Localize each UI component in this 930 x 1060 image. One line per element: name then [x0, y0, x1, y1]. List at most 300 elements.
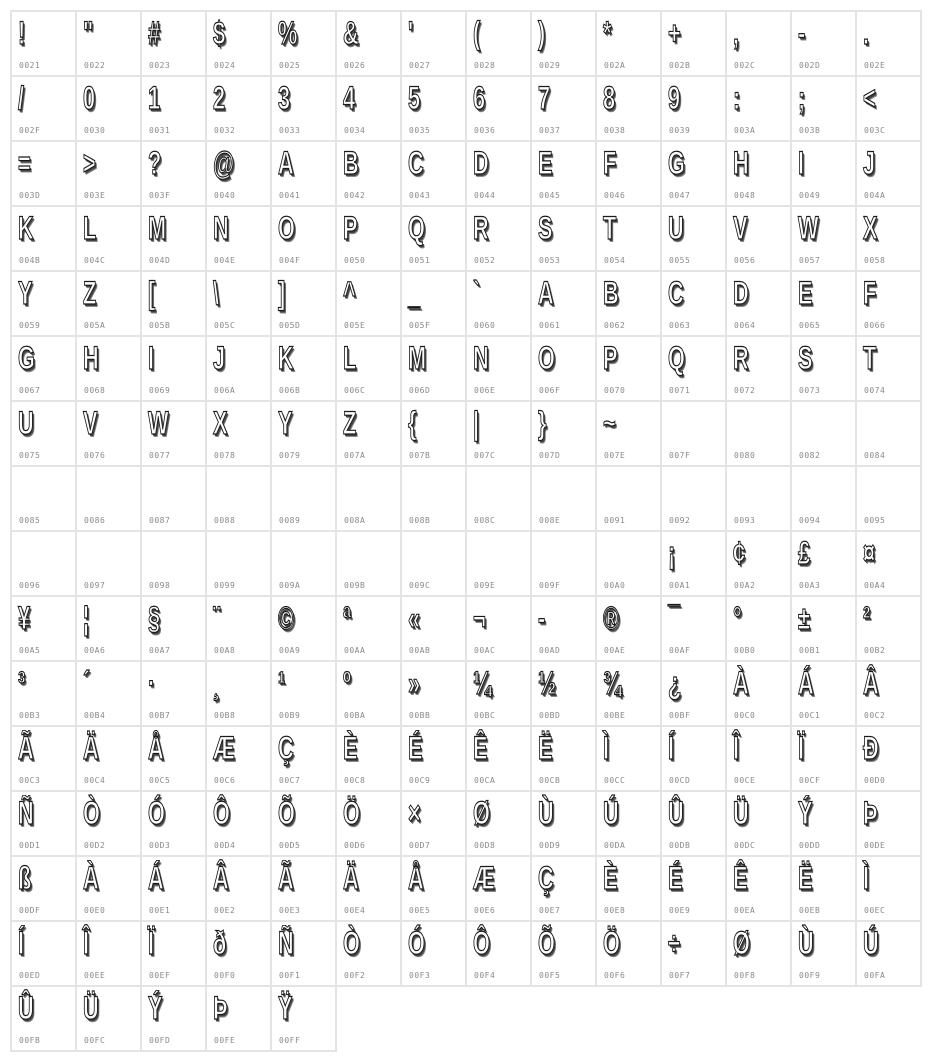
glyph-cell-00da[interactable]: [595, 790, 662, 857]
codepoint-label: 0092: [669, 516, 691, 525]
glyph-cell-00ac[interactable]: [465, 595, 532, 662]
glyph-cell-00b7[interactable]: [140, 660, 207, 727]
glyph-preview: Þ: [863, 795, 878, 831]
glyph-preview: K: [18, 210, 34, 246]
glyph-cell-003c[interactable]: [855, 75, 922, 142]
glyph-cell-00eb[interactable]: [790, 855, 857, 922]
glyph-cell-0044[interactable]: [465, 140, 532, 207]
glyph-cell-00bf[interactable]: [660, 660, 727, 727]
glyph-cell-003e[interactable]: [75, 140, 142, 207]
codepoint-label: 00C3: [19, 776, 41, 785]
codepoint-label: 00B7: [149, 711, 171, 720]
glyph-cell-0033[interactable]: [270, 75, 337, 142]
glyph-preview: ¨: [213, 600, 221, 636]
glyph-cell-00dd[interactable]: [790, 790, 857, 857]
codepoint-label: 00D3: [149, 841, 171, 850]
glyph-cell-00e4[interactable]: [335, 855, 402, 922]
glyph-cell-00a8[interactable]: [205, 595, 272, 662]
glyph-cell-0071[interactable]: [660, 335, 727, 402]
glyph-preview: Û: [18, 990, 34, 1026]
glyph-cell-004d[interactable]: [140, 205, 207, 272]
glyph-cell-003d[interactable]: [10, 140, 77, 207]
glyph-preview: Y: [278, 405, 293, 441]
codepoint-label: 00AE: [604, 646, 626, 655]
glyph-cell-00c9[interactable]: [400, 725, 467, 792]
glyph-preview: $: [213, 15, 226, 51]
codepoint-label: 0056: [734, 256, 756, 265]
glyph-cell-00fc[interactable]: [75, 985, 142, 1052]
glyph-cell-00ee[interactable]: [75, 920, 142, 987]
glyph-cell-0082[interactable]: [790, 400, 857, 467]
glyph-cell-00a0[interactable]: [595, 530, 662, 597]
glyph-cell-00d9[interactable]: [530, 790, 597, 857]
glyph-preview: Â: [213, 860, 229, 896]
glyph-cell-005d[interactable]: [270, 270, 337, 337]
glyph-cell-00f0[interactable]: [205, 920, 272, 987]
glyph-cell-004f[interactable]: [270, 205, 337, 272]
glyph-cell-00c8[interactable]: [335, 725, 402, 792]
glyph-cell-00b8[interactable]: [205, 660, 272, 727]
glyph-cell-00d7[interactable]: [400, 790, 467, 857]
glyph-preview: Í: [18, 925, 25, 961]
glyph-preview: Ç: [278, 730, 294, 766]
glyph-cell-00af[interactable]: [660, 595, 727, 662]
glyph-cell-005a[interactable]: [75, 270, 142, 337]
glyph-cell-0093[interactable]: [725, 465, 792, 532]
glyph-cell-00de[interactable]: [855, 790, 922, 857]
glyph-cell-0079[interactable]: [270, 400, 337, 467]
glyph-cell-0075[interactable]: [10, 400, 77, 467]
glyph-cell-00cc[interactable]: [595, 725, 662, 792]
glyph-cell-0065[interactable]: [790, 270, 857, 337]
glyph-cell-006b[interactable]: [270, 335, 337, 402]
codepoint-label: 00E2: [214, 906, 236, 915]
glyph-cell-0091[interactable]: [595, 465, 662, 532]
glyph-cell-009c[interactable]: [400, 530, 467, 597]
glyph-cell-00ae[interactable]: [595, 595, 662, 662]
glyph-cell-00ef[interactable]: [140, 920, 207, 987]
glyph-cell-0037[interactable]: [530, 75, 597, 142]
glyph-cell-0023[interactable]: [140, 10, 207, 77]
glyph-cell-003f[interactable]: [140, 140, 207, 207]
glyph-cell-008b[interactable]: [400, 465, 467, 532]
glyph-cell-0027[interactable]: [400, 10, 467, 77]
glyph-cell-0052[interactable]: [465, 205, 532, 272]
glyph-cell-0088[interactable]: [205, 465, 272, 532]
glyph-cell-0040[interactable]: [205, 140, 272, 207]
glyph-cell-0047[interactable]: [660, 140, 727, 207]
glyph-cell-004c[interactable]: [75, 205, 142, 272]
glyph-cell-0029[interactable]: [530, 10, 597, 77]
glyph-cell-0039[interactable]: [660, 75, 727, 142]
glyph-preview: B: [343, 145, 359, 181]
glyph-cell-0050[interactable]: [335, 205, 402, 272]
glyph-cell-00e7[interactable]: [530, 855, 597, 922]
glyph-cell-00d3[interactable]: [140, 790, 207, 857]
glyph-cell-00b0[interactable]: [725, 595, 792, 662]
glyph-cell-0094[interactable]: [790, 465, 857, 532]
glyph-cell-00f3[interactable]: [400, 920, 467, 987]
glyph-cell-0068[interactable]: [75, 335, 142, 402]
glyph-cell-007d[interactable]: [530, 400, 597, 467]
glyph-cell-0073[interactable]: [790, 335, 857, 402]
glyph-cell-0032[interactable]: [205, 75, 272, 142]
glyph-cell-0064[interactable]: [725, 270, 792, 337]
glyph-cell-00a4[interactable]: [855, 530, 922, 597]
glyph-cell-0086[interactable]: [75, 465, 142, 532]
glyph-cell-00f4[interactable]: [465, 920, 532, 987]
glyph-cell-008e[interactable]: [530, 465, 597, 532]
glyph-cell-004a[interactable]: [855, 140, 922, 207]
glyph-preview: 4: [343, 80, 356, 116]
glyph-cell-009f[interactable]: [530, 530, 597, 597]
glyph-cell-009a[interactable]: [270, 530, 337, 597]
glyph-cell-006e[interactable]: [465, 335, 532, 402]
glyph-cell-0055[interactable]: [660, 205, 727, 272]
codepoint-label: 003B: [799, 126, 821, 135]
glyph-cell-00f5[interactable]: [530, 920, 597, 987]
codepoint-label: 00AA: [344, 646, 366, 655]
glyph-cell-00dc[interactable]: [725, 790, 792, 857]
glyph-cell-0046[interactable]: [595, 140, 662, 207]
glyph-preview: ¥: [18, 600, 31, 636]
glyph-cell-00e5[interactable]: [400, 855, 467, 922]
glyph-cell-0025[interactable]: [270, 10, 337, 77]
codepoint-label: 0050: [344, 256, 366, 265]
glyph-cell-0043[interactable]: [400, 140, 467, 207]
glyph-cell-00b3[interactable]: [10, 660, 77, 727]
glyph-cell-00a1[interactable]: [660, 530, 727, 597]
codepoint-label: 00D0: [864, 776, 886, 785]
glyph-cell-007f[interactable]: [660, 400, 727, 467]
glyph-cell-00c3[interactable]: [10, 725, 77, 792]
glyph-preview: E: [538, 145, 553, 181]
glyph-cell-00d6[interactable]: [335, 790, 402, 857]
glyph-preview: Á: [798, 665, 814, 701]
glyph-cell-0063[interactable]: [660, 270, 727, 337]
glyph-cell-00e2[interactable]: [205, 855, 272, 922]
codepoint-label: 00D2: [84, 841, 106, 850]
glyph-cell-00df[interactable]: [10, 855, 77, 922]
glyph-preview: 2: [213, 80, 226, 116]
glyph-preview: º: [343, 665, 351, 701]
glyph-cell-009b[interactable]: [335, 530, 402, 597]
codepoint-label: 0027: [409, 61, 431, 70]
glyph-preview: :: [733, 80, 741, 116]
glyph-cell-004e[interactable]: [205, 205, 272, 272]
glyph-cell-0059[interactable]: [10, 270, 77, 337]
glyph-cell-007b[interactable]: [400, 400, 467, 467]
glyph-cell-0070[interactable]: [595, 335, 662, 402]
glyph-cell-002d[interactable]: [790, 10, 857, 77]
glyph-cell-00c2[interactable]: [855, 660, 922, 727]
glyph-cell-00db[interactable]: [660, 790, 727, 857]
codepoint-label: 0091: [604, 516, 626, 525]
glyph-preview: Ò: [343, 925, 360, 961]
glyph-cell-00b1[interactable]: [790, 595, 857, 662]
glyph-cell-0092[interactable]: [660, 465, 727, 532]
glyph-cell-0028[interactable]: [465, 10, 532, 77]
glyph-cell-00f9[interactable]: [790, 920, 857, 987]
codepoint-label: 0025: [279, 61, 301, 70]
glyph-cell-0051[interactable]: [400, 205, 467, 272]
glyph-cell-00fd[interactable]: [140, 985, 207, 1052]
codepoint-label: 002C: [734, 61, 756, 70]
glyph-cell-0060[interactable]: [465, 270, 532, 337]
glyph-cell-00ca[interactable]: [465, 725, 532, 792]
glyph-cell-0066[interactable]: [855, 270, 922, 337]
glyph-cell-0074[interactable]: [855, 335, 922, 402]
codepoint-label: 00DB: [669, 841, 691, 850]
codepoint-label: 005E: [344, 321, 366, 330]
glyph-cell-00a6[interactable]: [75, 595, 142, 662]
glyph-cell-00e3[interactable]: [270, 855, 337, 922]
glyph-cell-0035[interactable]: [400, 75, 467, 142]
glyph-preview: M: [408, 340, 427, 376]
glyph-cell-006c[interactable]: [335, 335, 402, 402]
glyph-cell-0067[interactable]: [10, 335, 77, 402]
glyph-cell-00f8[interactable]: [725, 920, 792, 987]
codepoint-label: 00C1: [799, 711, 821, 720]
glyph-cell-00d4[interactable]: [205, 790, 272, 857]
glyph-preview: Ü: [83, 990, 99, 1026]
codepoint-label: 0095: [864, 516, 886, 525]
glyph-cell-00bb[interactable]: [400, 660, 467, 727]
glyph-preview: ¯: [668, 600, 681, 636]
glyph-cell-003a[interactable]: [725, 75, 792, 142]
glyph-preview: Ý: [148, 990, 163, 1026]
glyph-cell-00ce[interactable]: [725, 725, 792, 792]
glyph-preview: ¿: [668, 665, 682, 701]
glyph-cell-00d0[interactable]: [855, 725, 922, 792]
glyph-cell-00ab[interactable]: [400, 595, 467, 662]
glyph-cell-00ff[interactable]: [270, 985, 337, 1052]
glyph-cell-0078[interactable]: [205, 400, 272, 467]
codepoint-label: 00B0: [734, 646, 756, 655]
glyph-preview: G: [668, 145, 685, 181]
glyph-cell-0031[interactable]: [140, 75, 207, 142]
glyph-cell-0053[interactable]: [530, 205, 597, 272]
glyph-cell-0021[interactable]: [10, 10, 77, 77]
glyph-cell-0054[interactable]: [595, 205, 662, 272]
glyph-cell-00e6[interactable]: [465, 855, 532, 922]
glyph-cell-0026[interactable]: [335, 10, 402, 77]
codepoint-label: 0084: [864, 451, 886, 460]
glyph-cell-0024[interactable]: [205, 10, 272, 77]
glyph-cell-007e[interactable]: [595, 400, 662, 467]
glyph-cell-0042[interactable]: [335, 140, 402, 207]
glyph-cell-00fb[interactable]: [10, 985, 77, 1052]
codepoint-label: 0039: [669, 126, 691, 135]
codepoint-label: 00CE: [734, 776, 756, 785]
glyph-cell-00cb[interactable]: [530, 725, 597, 792]
glyph-cell-0072[interactable]: [725, 335, 792, 402]
codepoint-label: 0028: [474, 61, 496, 70]
glyph-preview: Õ: [538, 925, 555, 961]
glyph-cell-00c7[interactable]: [270, 725, 337, 792]
codepoint-label: 0080: [734, 451, 756, 460]
glyph-cell-00c4[interactable]: [75, 725, 142, 792]
glyph-cell-008a[interactable]: [335, 465, 402, 532]
glyph-cell-00cf[interactable]: [790, 725, 857, 792]
glyph-cell-004b[interactable]: [10, 205, 77, 272]
glyph-cell-0041[interactable]: [270, 140, 337, 207]
glyph-cell-0098[interactable]: [140, 530, 207, 597]
glyph-cell-005b[interactable]: [140, 270, 207, 337]
glyph-cell-0080[interactable]: [725, 400, 792, 467]
glyph-cell-002b[interactable]: [660, 10, 727, 77]
glyph-cell-002a[interactable]: [595, 10, 662, 77]
glyph-cell-00a5[interactable]: [10, 595, 77, 662]
glyph-cell-00a7[interactable]: [140, 595, 207, 662]
codepoint-label: 0060: [474, 321, 496, 330]
glyph-cell-0048[interactable]: [725, 140, 792, 207]
glyph-preview: Ä: [343, 860, 359, 896]
glyph-cell-00f1[interactable]: [270, 920, 337, 987]
glyph-preview: -: [798, 15, 806, 51]
glyph-cell-009e[interactable]: [465, 530, 532, 597]
glyph-preview: P: [603, 340, 618, 376]
glyph-cell-0038[interactable]: [595, 75, 662, 142]
glyph-cell-00e0[interactable]: [75, 855, 142, 922]
glyph-cell-008c[interactable]: [465, 465, 532, 532]
glyph-cell-0030[interactable]: [75, 75, 142, 142]
glyph-cell-0077[interactable]: [140, 400, 207, 467]
glyph-cell-00a2[interactable]: [725, 530, 792, 597]
glyph-cell-0076[interactable]: [75, 400, 142, 467]
glyph-cell-0045[interactable]: [530, 140, 597, 207]
glyph-cell-00b4[interactable]: [75, 660, 142, 727]
glyph-cell-0097[interactable]: [75, 530, 142, 597]
glyph-cell-0085[interactable]: [10, 465, 77, 532]
glyph-cell-00a3[interactable]: [790, 530, 857, 597]
glyph-cell-00bc[interactable]: [465, 660, 532, 727]
glyph-preview: Ó: [148, 795, 165, 831]
glyph-cell-00be[interactable]: [595, 660, 662, 727]
glyph-cell-00ad[interactable]: [530, 595, 597, 662]
glyph-cell-007c[interactable]: [465, 400, 532, 467]
glyph-cell-00d8[interactable]: [465, 790, 532, 857]
glyph-preview: Õ: [278, 795, 295, 831]
glyph-cell-00a9[interactable]: [270, 595, 337, 662]
glyph-cell-002e[interactable]: [855, 10, 922, 77]
codepoint-label: 0064: [734, 321, 756, 330]
codepoint-label: 00FC: [84, 1036, 106, 1045]
glyph-cell-00c0[interactable]: [725, 660, 792, 727]
codepoint-label: 0057: [799, 256, 821, 265]
codepoint-label: 006B: [279, 386, 301, 395]
codepoint-label: 0070: [604, 386, 626, 395]
glyph-preview: A: [278, 145, 294, 181]
glyph-cell-0056[interactable]: [725, 205, 792, 272]
glyph-cell-00d1[interactable]: [10, 790, 77, 857]
codepoint-label: 004C: [84, 256, 106, 265]
glyph-cell-00ea[interactable]: [725, 855, 792, 922]
codepoint-label: 002A: [604, 61, 626, 70]
glyph-preview: X: [863, 210, 878, 246]
glyph-cell-0096[interactable]: [10, 530, 77, 597]
glyph-preview: Ú: [863, 925, 879, 961]
glyph-cell-00ed[interactable]: [10, 920, 77, 987]
glyph-cell-00cd[interactable]: [660, 725, 727, 792]
glyph-cell-006a[interactable]: [205, 335, 272, 402]
glyph-cell-00f7[interactable]: [660, 920, 727, 987]
glyph-cell-00ec[interactable]: [855, 855, 922, 922]
glyph-cell-0049[interactable]: [790, 140, 857, 207]
glyph-preview: È: [343, 730, 358, 766]
glyph-cell-00f2[interactable]: [335, 920, 402, 987]
codepoint-label: 0051: [409, 256, 431, 265]
glyph-preview: ´: [83, 665, 91, 701]
glyph-cell-00fa[interactable]: [855, 920, 922, 987]
glyph-cell-006d[interactable]: [400, 335, 467, 402]
glyph-cell-00aa[interactable]: [335, 595, 402, 662]
glyph-cell-003b[interactable]: [790, 75, 857, 142]
glyph-cell-007a[interactable]: [335, 400, 402, 467]
glyph-cell-00fe[interactable]: [205, 985, 272, 1052]
glyph-cell-00b2[interactable]: [855, 595, 922, 662]
glyph-cell-00d5[interactable]: [270, 790, 337, 857]
glyph-cell-0022[interactable]: [75, 10, 142, 77]
codepoint-label: 002E: [864, 61, 886, 70]
glyph-cell-00d2[interactable]: [75, 790, 142, 857]
glyph-cell-0095[interactable]: [855, 465, 922, 532]
glyph-preview: W: [798, 210, 819, 246]
glyph-preview: ¹: [278, 665, 286, 701]
glyph-cell-00c6[interactable]: [205, 725, 272, 792]
codepoint-label: 00A4: [864, 581, 886, 590]
glyph-cell-00ba[interactable]: [335, 660, 402, 727]
glyph-cell-002c[interactable]: [725, 10, 792, 77]
glyph-cell-005e[interactable]: [335, 270, 402, 337]
glyph-preview: Ê: [473, 730, 488, 766]
glyph-preview: ª: [343, 600, 352, 636]
glyph-cell-0084[interactable]: [855, 400, 922, 467]
glyph-cell-0062[interactable]: [595, 270, 662, 337]
glyph-preview: Ç: [538, 860, 554, 896]
glyph-cell-0061[interactable]: [530, 270, 597, 337]
glyph-cell-00e9[interactable]: [660, 855, 727, 922]
glyph-cell-00e8[interactable]: [595, 855, 662, 922]
codepoint-label: 0077: [149, 451, 171, 460]
glyph-cell-005c[interactable]: [205, 270, 272, 337]
glyph-cell-0034[interactable]: [335, 75, 402, 142]
glyph-cell-0087[interactable]: [140, 465, 207, 532]
codepoint-label: 007B: [409, 451, 431, 460]
codepoint-label: 0032: [214, 126, 236, 135]
glyph-cell-0089[interactable]: [270, 465, 337, 532]
glyph-cell-00c5[interactable]: [140, 725, 207, 792]
codepoint-label: 00AB: [409, 646, 431, 655]
codepoint-label: 0073: [799, 386, 821, 395]
glyph-cell-00f6[interactable]: [595, 920, 662, 987]
glyph-cell-00bd[interactable]: [530, 660, 597, 727]
glyph-cell-006f[interactable]: [530, 335, 597, 402]
glyph-cell-00b9[interactable]: [270, 660, 337, 727]
glyph-cell-0036[interactable]: [465, 75, 532, 142]
glyph-preview: V: [83, 405, 98, 441]
glyph-cell-0058[interactable]: [855, 205, 922, 272]
glyph-cell-005f[interactable]: [400, 270, 467, 337]
glyph-cell-00c1[interactable]: [790, 660, 857, 727]
glyph-cell-00e1[interactable]: [140, 855, 207, 922]
codepoint-label: 0041: [279, 191, 301, 200]
glyph-cell-0099[interactable]: [205, 530, 272, 597]
codepoint-label: 00DF: [19, 906, 41, 915]
glyph-cell-0057[interactable]: [790, 205, 857, 272]
glyph-cell-0069[interactable]: [140, 335, 207, 402]
glyph-cell-002f[interactable]: [10, 75, 77, 142]
